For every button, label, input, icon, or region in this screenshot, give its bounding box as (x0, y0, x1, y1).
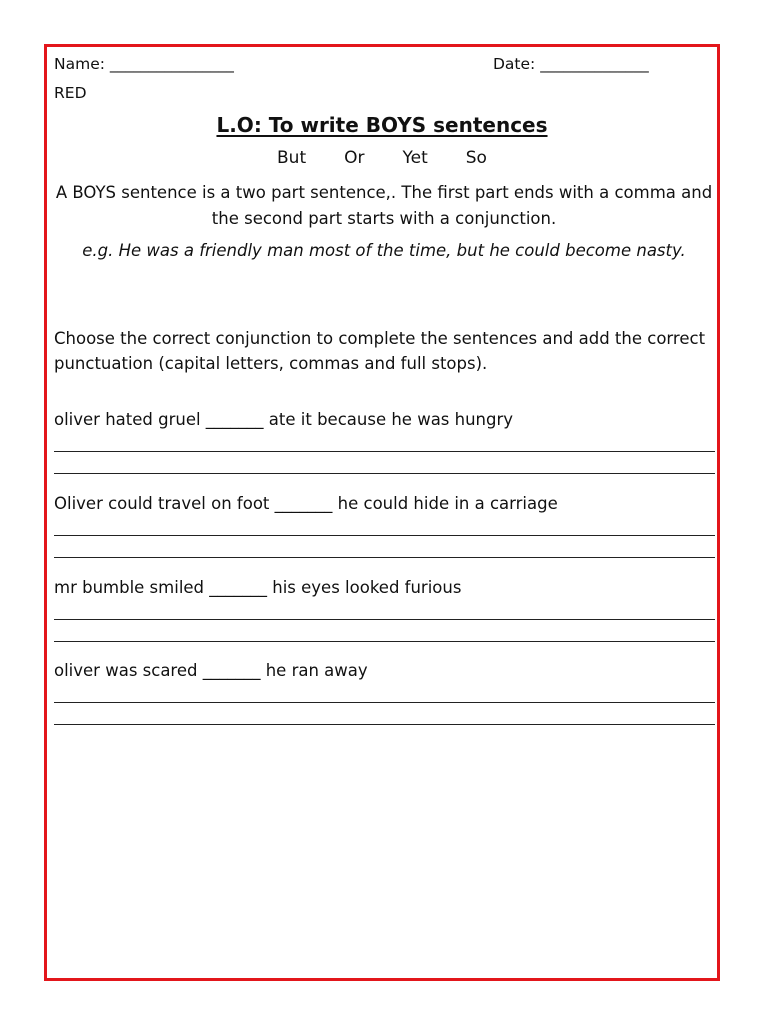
example-sentence: e.g. He was a friendly man most of the time, but he could become nasty. (82, 241, 686, 260)
name-field: Name: ________________ (54, 55, 234, 73)
worksheet-page (44, 44, 720, 981)
boys-definition: A BOYS sentence is a two part sentence,. The first part ends with a comma and the second part starts with a conjunction. (55, 183, 713, 228)
group-label: RED (54, 84, 87, 102)
conjunction-but: But (277, 148, 307, 168)
conjunction-or: Or (344, 148, 365, 168)
conjunction-yet: Yet (402, 148, 428, 168)
sentence-3: mr bumble smiled _______ his eyes looked furious (54, 578, 462, 597)
answer-line[interactable] (54, 473, 715, 474)
date-field: Date: ______________ (493, 55, 649, 73)
conjunction-list (47, 148, 717, 168)
learning-objective-title: L.O: To write BOYS sentences (216, 113, 548, 137)
conjunction-so: So (465, 148, 487, 168)
answer-line[interactable] (54, 641, 715, 642)
answer-line[interactable] (54, 702, 715, 703)
answer-line[interactable] (54, 451, 715, 452)
sentence-4: oliver was scared _______ he ran away (54, 661, 368, 680)
sentence-2: Oliver could travel on foot _______ he could hide in a carriage (54, 494, 558, 513)
answer-line[interactable] (54, 724, 715, 725)
answer-line[interactable] (54, 535, 715, 536)
sentence-1: oliver hated gruel _______ ate it because he was hungry (54, 410, 514, 429)
task-instructions: Choose the correct conjunction to complete the sentences and add the correct punctuation (capital letters, commas and full stops). (54, 329, 706, 373)
answer-line[interactable] (54, 557, 715, 558)
answer-line[interactable] (54, 619, 715, 620)
